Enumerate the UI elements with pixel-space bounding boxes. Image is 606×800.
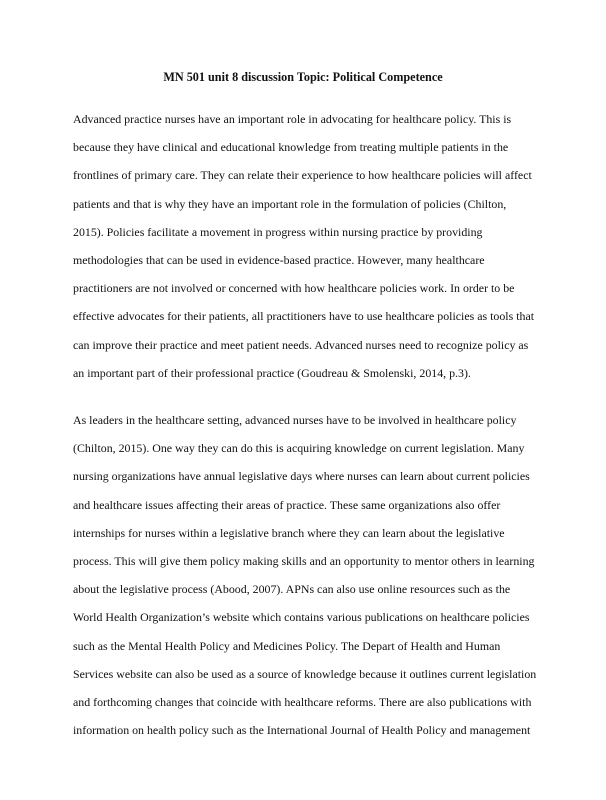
paragraph-line: frontlines of primary care. They can relate their experience to how healthcare policies will affect [73,168,532,183]
paragraph-line: As leaders in the healthcare setting, advanced nurses have to be involved in healthcare policy [73,413,517,427]
paragraph-2 [73,406,543,744]
paragraph-line: (Chilton, 2015). One way they can do this is acquiring knowledge on current legislation. Many [73,441,525,456]
paragraph-line: nursing organizations have annual legislative days where nurses can learn about current policies [73,469,530,484]
paragraph-line: patients and that is why they have an important role in the formulation of policies (Chilton, [73,196,507,211]
paragraph-line: such as the Mental Health Policy and Medicines Policy. The Depart of Health and Human [73,638,501,653]
paragraph-line: and healthcare issues affecting their areas of practice. These same organizations also offer [73,497,501,512]
paragraph-line: Advanced practice nurses have an important role in advocating for healthcare policy. This is [73,112,512,126]
paragraph-line: effective advocates for their patients, all practitioners have to use healthcare policies as tools that [73,309,535,324]
paragraph-line: process. This will give them policy making skills and an opportunity to mentor others in learning [73,553,535,568]
paragraph-line: because they have clinical and educational knowledge from treating multiple patients in the [73,140,509,155]
paragraph-line: about the legislative process (Abood, 2007). APNs can also use online resources such as the [73,582,511,597]
paragraph-line: practitioners are not involved or concerned with how healthcare policies work. In order to be [73,281,515,296]
paragraph-line: can improve their practice and meet patient needs. Advanced nurses need to recognize policy as [73,337,529,352]
paragraph-line: World Health Organization’s website which contains various publications on healthcare policies [73,610,530,625]
paragraph-line: methodologies that can be used in evidence-based practice. However, many healthcare [73,252,485,267]
paragraph-line: internships for nurses within a legislative branch where they can learn about the legislative [73,525,505,540]
paragraph-1 [73,105,543,387]
paragraph-line: and forthcoming changes that coincide with healthcare reforms. There are also publications with [73,694,532,709]
document-title: MN 501 unit 8 discussion Topic: Political Competence [163,70,443,84]
paragraph-line: 2015). Policies facilitate a movement in progress within nursing practice by providing [73,224,483,239]
paragraph-line: Services website can also be used as a source of knowledge because it outlines current legislation [73,666,537,681]
paragraph-line: an important part of their professional practice (Goudreau & Smolenski, 2014, p.3). [73,365,471,380]
paragraph-line: information on health policy such as the International Journal of Health Policy and management [73,723,531,738]
